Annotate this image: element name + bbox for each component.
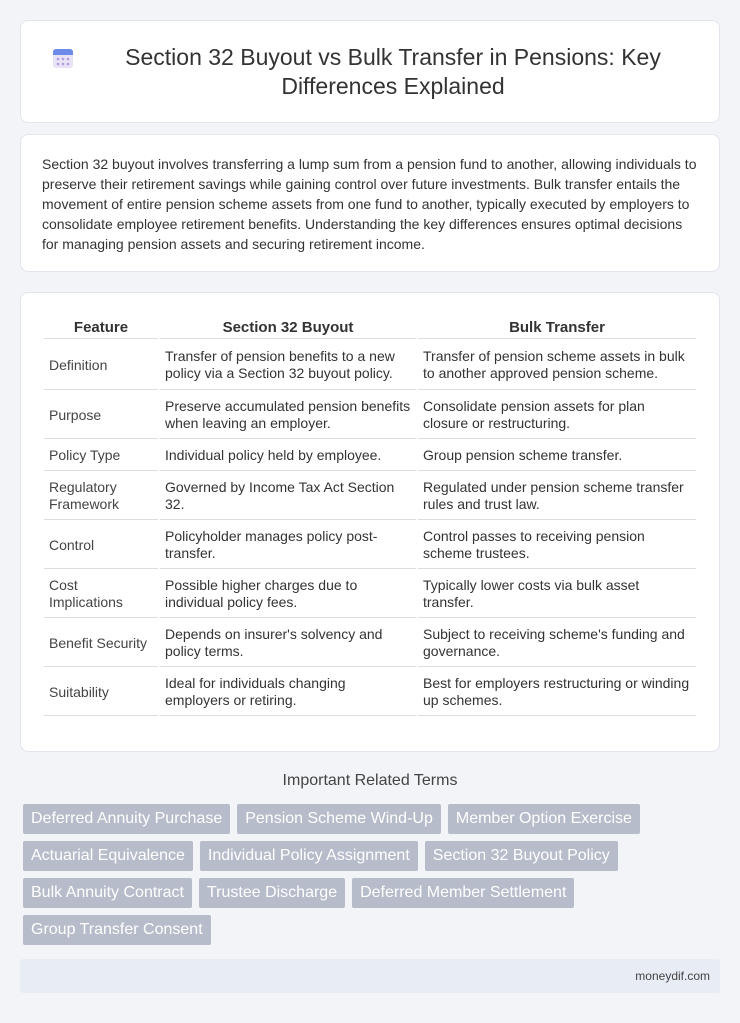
row-bulk-transfer: Typically lower costs via bulk asset transfer. bbox=[418, 571, 696, 618]
related-terms-tags bbox=[23, 804, 723, 945]
row-section32: Possible higher charges due to individual policy fees. bbox=[160, 571, 416, 618]
table-row bbox=[44, 669, 696, 716]
row-feature: Purpose bbox=[44, 392, 158, 439]
title-wrap bbox=[50, 43, 690, 101]
table-row bbox=[44, 571, 696, 618]
row-bulk-transfer: Subject to receiving scheme's funding and governance. bbox=[418, 620, 696, 667]
intro-paragraph: Section 32 buyout involves transferring a lump sum from a pension fund to another, allowing individuals to preserve their retirement savings while gaining control over future investments. Bulk transfer entails the movement of entire pension scheme assets from one fund to another, typically executed by employers to consolidate employee retirement benefits. Understanding the key differences ensures optimal decisions for managing pension assets and securing retirement income. bbox=[42, 156, 697, 252]
related-term-tag[interactable]: Group Transfer Consent bbox=[23, 915, 211, 945]
title-card bbox=[20, 20, 720, 123]
table-row bbox=[44, 341, 696, 390]
intro-card bbox=[20, 134, 720, 272]
row-feature: Policy Type bbox=[44, 441, 158, 471]
related-term-tag[interactable]: Bulk Annuity Contract bbox=[23, 878, 192, 908]
footer-site-link[interactable]: moneydif.com bbox=[635, 969, 710, 983]
row-section32: Depends on insurer's solvency and policy terms. bbox=[160, 620, 416, 667]
table-row bbox=[44, 522, 696, 569]
header-bulk-transfer: Bulk Transfer bbox=[418, 315, 696, 339]
row-bulk-transfer: Regulated under pension scheme transfer rules and trust law. bbox=[418, 473, 696, 520]
related-term-tag[interactable]: Actuarial Equivalence bbox=[23, 841, 193, 871]
related-term-tag[interactable]: Deferred Member Settlement bbox=[352, 878, 574, 908]
row-feature: Definition bbox=[44, 341, 158, 390]
row-bulk-transfer: Control passes to receiving pension scheme trustees. bbox=[418, 522, 696, 569]
footer-bar bbox=[20, 959, 720, 993]
row-feature: Benefit Security bbox=[44, 620, 158, 667]
row-bulk-transfer: Best for employers restructuring or winding up schemes. bbox=[418, 669, 696, 716]
row-section32: Individual policy held by employee. bbox=[160, 441, 416, 471]
row-bulk-transfer: Transfer of pension scheme assets in bulk to another approved pension scheme. bbox=[418, 341, 696, 390]
row-section32: Governed by Income Tax Act Section 32. bbox=[160, 473, 416, 520]
page-title: Section 32 Buyout vs Bulk Transfer in Pensions: Key Differences Explained bbox=[125, 43, 661, 99]
table-header-row bbox=[44, 315, 696, 339]
related-term-tag[interactable]: Individual Policy Assignment bbox=[200, 841, 418, 871]
row-feature: Cost Implications bbox=[44, 571, 158, 618]
row-feature: Suitability bbox=[44, 669, 158, 716]
table-row bbox=[44, 620, 696, 667]
related-term-tag[interactable]: Pension Scheme Wind-Up bbox=[237, 804, 441, 834]
related-terms-title: Important Related Terms bbox=[282, 772, 458, 789]
table-row bbox=[44, 441, 696, 471]
related-term-tag[interactable]: Trustee Discharge bbox=[199, 878, 345, 908]
header-feature: Feature bbox=[44, 315, 158, 339]
row-section32: Preserve accumulated pension benefits when leaving an employer. bbox=[160, 392, 416, 439]
row-section32: Policyholder manages policy post-transfer. bbox=[160, 522, 416, 569]
row-feature: Regulatory Framework bbox=[44, 473, 158, 520]
comparison-table-card bbox=[20, 292, 720, 752]
row-feature: Control bbox=[44, 522, 158, 569]
row-section32: Ideal for individuals changing employers or retiring. bbox=[160, 669, 416, 716]
row-bulk-transfer: Group pension scheme transfer. bbox=[418, 441, 696, 471]
table-row bbox=[44, 473, 696, 520]
related-term-tag[interactable]: Section 32 Buyout Policy bbox=[425, 841, 618, 871]
comparison-table bbox=[42, 313, 698, 718]
related-term-tag[interactable]: Member Option Exercise bbox=[448, 804, 640, 834]
table-row bbox=[44, 392, 696, 439]
row-section32: Transfer of pension benefits to a new policy via a Section 32 buyout policy. bbox=[160, 341, 416, 390]
calendar-icon bbox=[50, 45, 76, 71]
row-bulk-transfer: Consolidate pension assets for plan closure or restructuring. bbox=[418, 392, 696, 439]
header-section32: Section 32 Buyout bbox=[160, 315, 416, 339]
related-term-tag[interactable]: Deferred Annuity Purchase bbox=[23, 804, 230, 834]
